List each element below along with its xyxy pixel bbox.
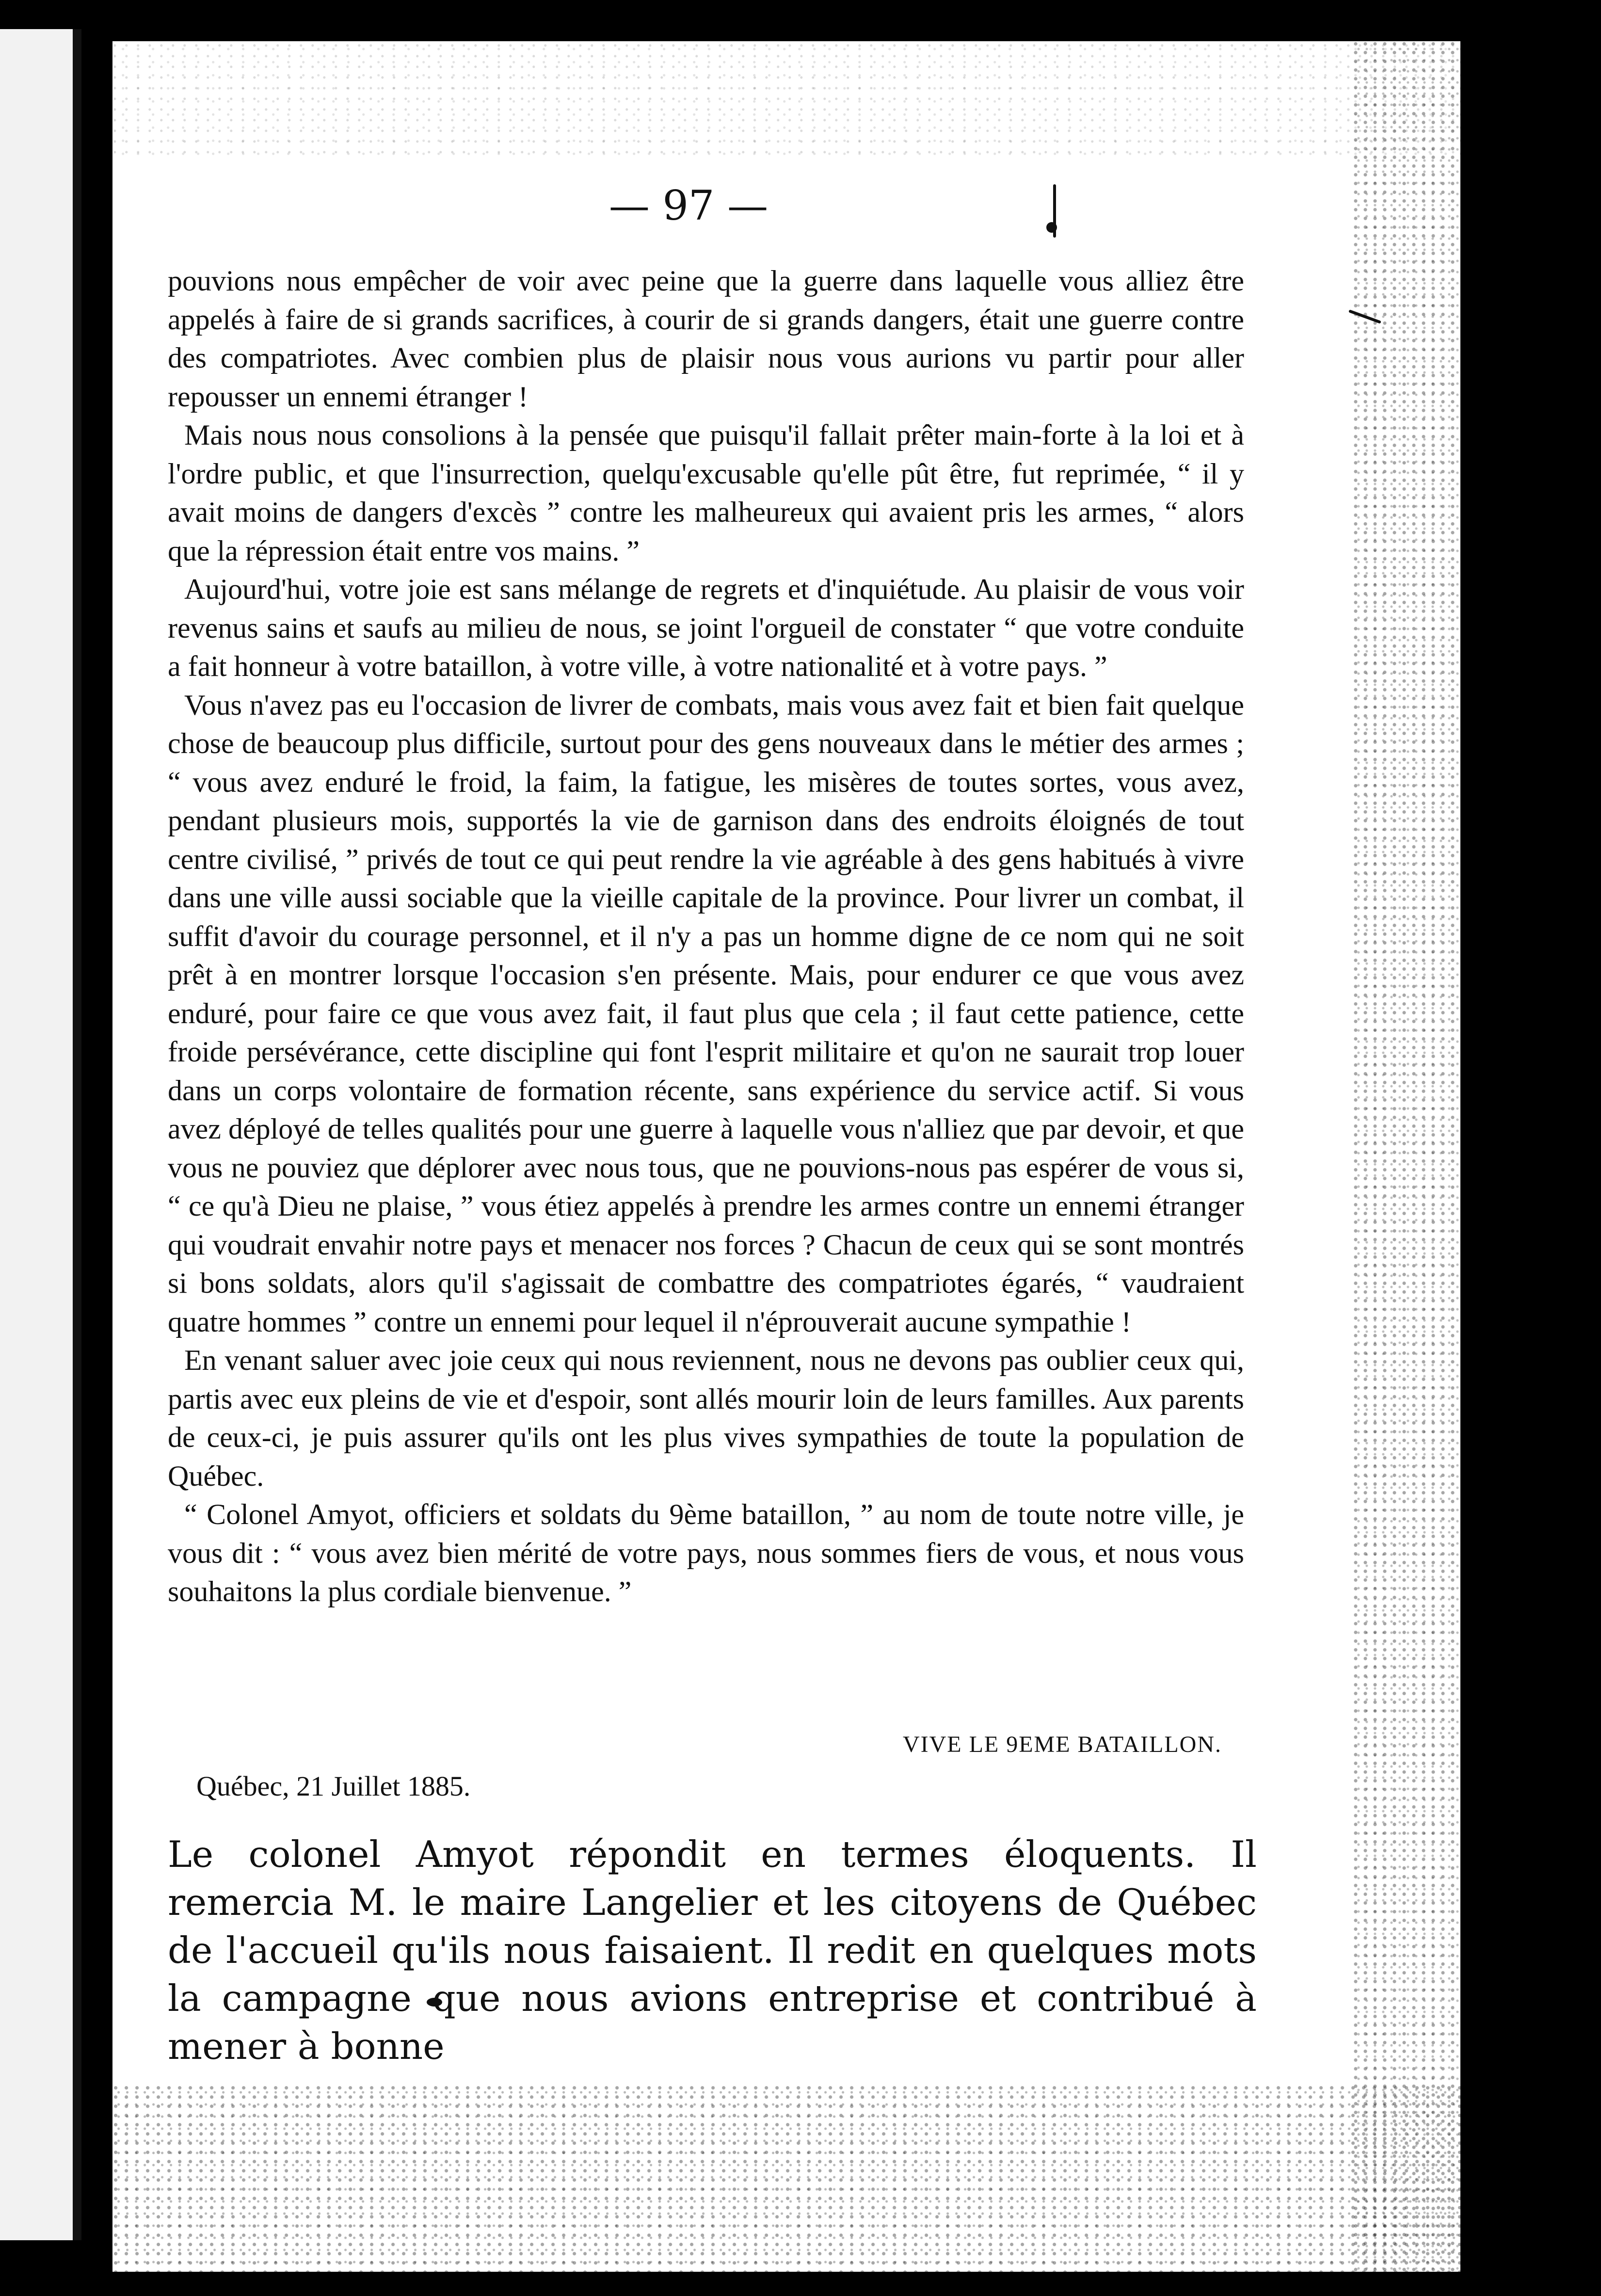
paragraph: Vous n'avez pas eu l'occasion de livrer de combats, mais vous avez fait et bien fait quelque chose de beaucoup plus difficile, surtout pour des gens nouveaux dans le métier des armes ; “ vous avez enduré le froid, la faim, la fatigue, les misères de toutes sortes, vous avez, pendant plusieurs mois, supportés la vie de garnison dans des endroits éloignés de tout centre civilisé, ” privés de tout ce qui peut rendre la vie agréable à des gens habitués à vivre dans une ville aussi sociable que la vieille capitale de la province. Pour livrer un combat, il suffit d'avoir du courage personnel, et il n'y a pas un homme digne de ce nom qui ne soit prêt à en montrer lorsque l'occasion s'en présente. Mais, pour endurer ce que vous avez enduré, pour faire ce que vous avez fait, il faut plus que cela ; il faut cette patience, cette froide persévérance, cette discipline qui font l'esprit militaire et qu'on ne saurait trop louer dans un corps volontaire de formation récente, sans expérience du service actif. Si vous avez déployé de telles qualités pour une guerre à laquelle vous n'alliez que par devoir, et que vous ne pouviez que déplorer avec nous tous, que ne pouvions-nous pas espérer de vous si, “ ce qu'à Dieu ne plaise, ” vous étiez appelés à prendre les armes contre un ennemi étranger qui voudrait envahir notre pays et menacer nos forces ? Chacun de ceux qui se sont montrés si bons soldats, alors qu'il s'agissait de combattre des compatriotes égarés, “ vaudraient quatre hommes ” contre un ennemi pour lequel il n'éprouverait aucune sympathie ! xyxy=(168,689,1244,1338)
paragraph: Aujourd'hui, votre joie est sans mélange de regrets et d'inquiétude. Au plaisir de vous voir revenus sains et saufs au milieu de nous, se joint l'orgueil de constater “ que votre conduite a fait honneur à votre bataillon, à votre ville, à votre nationalité et à votre pays. ” xyxy=(168,573,1244,682)
paragraph: “ Colonel Amyot, officiers et soldats du 9ème bataillon, ” au nom de toute notre ville, je vous dit : “ vous avez bien mérité de votre pays, nous sommes fiers de vous, et nous vous souhaitons la plus cordiale bienvenue. ” xyxy=(168,1498,1244,1607)
signature-line: VIVE LE 9EME BATAILLON. xyxy=(902,1732,1222,1757)
main-text xyxy=(168,262,1244,1611)
previous-page-edge xyxy=(0,29,73,2240)
ink-mark xyxy=(1053,184,1056,238)
paragraph: En venant saluer avec joie ceux qui nous reviennent, nous ne devons pas oublier ceux qui, partis avec eux pleins de vie et d'espoir, sont allés mourir loin de leurs familles. Aux parents de ceux-ci, je puis assurer qu'ils ont les plus vives sympathies de toute la population de Québec. xyxy=(168,1344,1244,1492)
paragraph: Mais nous nous consolions à la pensée que puisqu'il fallait prêter main-forte à la loi et à l'ordre public, et que l'insurrection, quelqu'excusable qu'elle pût être, fut reprimée, “ il y avait moins de dangers d'excès ” contre les malheureux qui avaient pris les armes, “ alors que la répression était entre vos mains. ” xyxy=(168,419,1244,567)
page-number: — 97 — xyxy=(608,182,768,229)
closing-paragraph: Le colonel Amyot répondit en termes éloquents. Il remercia M. le maire Langelier et les citoyens de Québec de l'accueil qu'ils nous faisaient. Il redit en quelques mots la campagne que nous avions entreprise et contribué à mener à bonne xyxy=(168,1833,1257,2068)
paragraph: pouvions nous empêcher de voir avec peine que la guerre dans laquelle vous alliez être appelés à faire de si grands sacrifices, à courir de si grands dangers, était une guerre contre des compatriotes. Avec combien plus de plaisir nous vous aurions vu partir pour aller repousser un ennemi étranger ! xyxy=(168,265,1244,413)
dateline: Québec, 21 Juillet 1885. xyxy=(196,1770,471,1802)
binding-shadow xyxy=(73,29,81,2240)
